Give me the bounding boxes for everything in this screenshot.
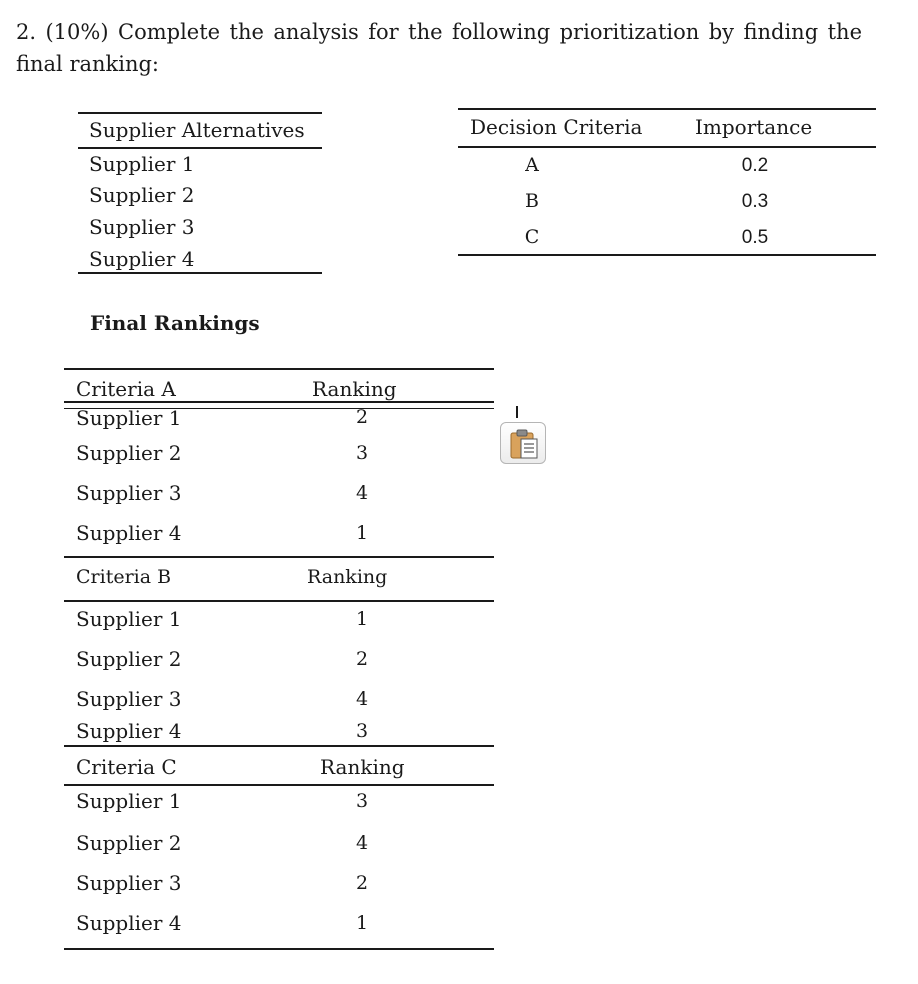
question-text: 2. (10%) Complete the analysis for the following prioritization by finding the final ranking:: [16, 20, 862, 76]
supplier-alt-2: Supplier 2: [89, 183, 195, 207]
importance-col-header: Importance: [695, 115, 813, 139]
criteria-b-row-2-supplier: Supplier 2: [76, 647, 182, 671]
criterion-c: C: [524, 226, 540, 248]
criteria-a-row-3-rank: 4: [355, 482, 369, 504]
supplier-alt-4: Supplier 4: [89, 247, 195, 271]
clipboard-icon: [509, 428, 539, 460]
criteria-b-row-1-rank: 1: [355, 608, 369, 630]
criteria-a-header-rule-1: [64, 401, 494, 403]
criteria-a-ranking-header: Ranking: [312, 377, 397, 401]
suppliers-table-bottom-rule: [78, 272, 322, 274]
criteria-a-row-4-rank: 1: [355, 522, 369, 544]
criteria-table-top-rule: [458, 108, 876, 110]
text-cursor: [516, 406, 518, 418]
criteria-c-row-3-supplier: Supplier 3: [76, 871, 182, 895]
criteria-c-header-rule: [64, 784, 494, 786]
importance-b: 0.3: [741, 191, 769, 212]
criteria-c-ranking-header: Ranking: [320, 755, 405, 779]
criteria-a-row-1-supplier: Supplier 1: [76, 406, 182, 430]
criterion-a: A: [525, 154, 539, 176]
criteria-a-row-2-supplier: Supplier 2: [76, 441, 182, 465]
rankings-bottom-rule: [64, 948, 494, 950]
criteria-c-row-4-rank: 1: [355, 912, 369, 934]
criteria-table-bottom-rule: [458, 254, 876, 256]
criteria-a-bottom-rule: [64, 556, 494, 558]
criteria-c-row-4-supplier: Supplier 4: [76, 911, 182, 935]
criteria-c-row-1-rank: 3: [355, 790, 369, 812]
criteria-a-row-4-supplier: Supplier 4: [76, 521, 182, 545]
criteria-b-row-1-supplier: Supplier 1: [76, 607, 182, 631]
criteria-a-row-1-rank: 2: [355, 406, 369, 428]
criteria-c-label: Criteria C: [76, 755, 177, 779]
importance-c: 0.5: [741, 227, 769, 248]
criteria-c-row-2-rank: 4: [355, 832, 369, 854]
rankings-top-rule: [64, 368, 494, 370]
criteria-b-row-3-rank: 4: [355, 688, 369, 710]
criteria-a-row-3-supplier: Supplier 3: [76, 481, 182, 505]
criteria-c-row-1-supplier: Supplier 1: [76, 789, 182, 813]
criteria-b-row-3-supplier: Supplier 3: [76, 687, 182, 711]
supplier-alt-1: Supplier 1: [89, 152, 195, 176]
suppliers-table-header: Supplier Alternatives: [89, 118, 305, 142]
criteria-a-label: Criteria A: [76, 377, 176, 401]
criteria-b-ranking-header: Ranking: [307, 566, 388, 588]
criterion-b: B: [525, 190, 539, 212]
criteria-c-row-2-supplier: Supplier 2: [76, 831, 182, 855]
paste-options-button[interactable]: [500, 422, 546, 464]
criteria-a-row-2-rank: 3: [355, 442, 369, 464]
criteria-b-row-4-rank: 3: [355, 720, 369, 742]
supplier-alt-3: Supplier 3: [89, 215, 195, 239]
criteria-b-row-4-supplier: Supplier 4: [76, 719, 182, 743]
criteria-table-header-rule: [458, 146, 876, 148]
importance-a: 0.2: [741, 155, 769, 176]
suppliers-table-top-rule: [78, 112, 322, 114]
criteria-b-label: Criteria B: [76, 566, 172, 588]
criteria-b-header-rule: [64, 600, 494, 602]
criteria-col-header: Decision Criteria: [470, 115, 643, 139]
criteria-c-row-3-rank: 2: [355, 872, 369, 894]
suppliers-table-header-rule: [78, 147, 322, 149]
criteria-b-row-2-rank: 2: [355, 648, 369, 670]
criteria-b-bottom-rule: [64, 745, 494, 747]
final-rankings-title: Final Rankings: [90, 311, 260, 335]
